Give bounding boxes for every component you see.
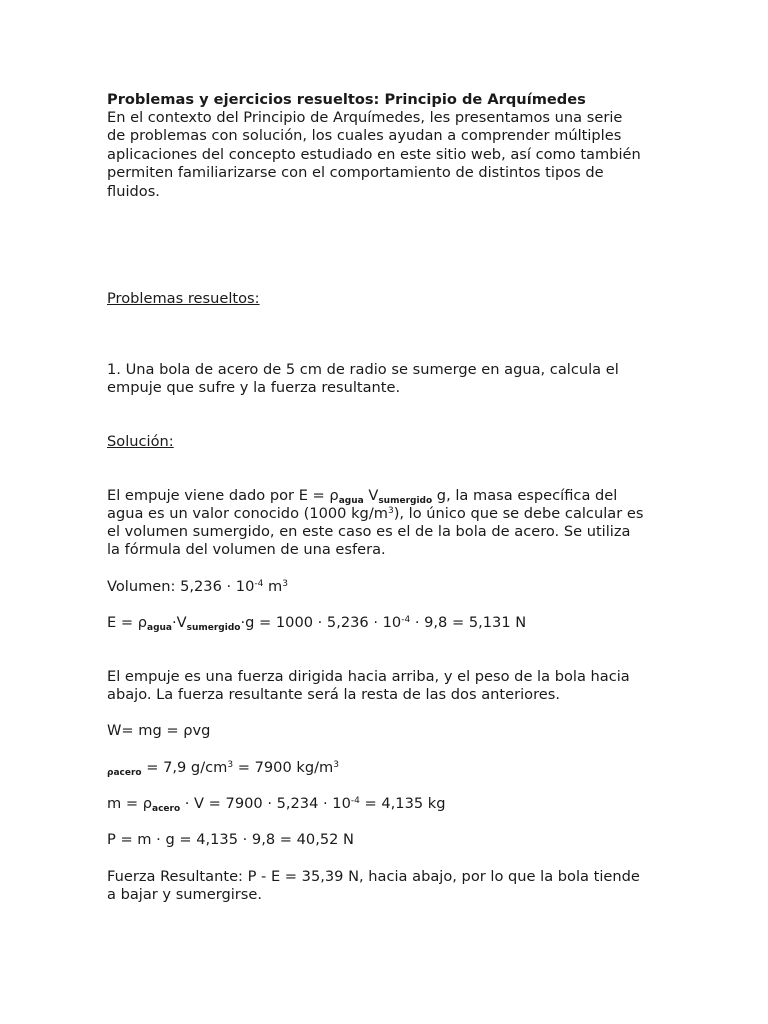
intro-line-4: permiten familiarizarse con el comportamiento de distintos tipos de	[107, 164, 604, 181]
resultant-line-1: Fuerza Resultante: P - E = 35,39 N, hacia abajo, por lo que la bola tiende	[107, 868, 640, 885]
intro-line-3: aplicaciones del concepto estudiado en este sitio web, así como también	[107, 146, 641, 163]
problem-1-line-1: 1. Una bola de acero de 5 cm de radio se sumerge en agua, calcula el	[107, 361, 619, 378]
para2-line-1: El empuje es una fuerza dirigida hacia arriba, y el peso de la bola hacia	[107, 668, 630, 685]
para1-line-2: agua es un valor conocido (1000 $kg/m^3$), lo único que se debe calcular es	[107, 505, 644, 522]
para1-line-3: el volumen sumergido, en este caso es el de la bola de acero. Se utiliza	[107, 523, 631, 540]
intro-line-5: fluidos.	[107, 183, 160, 200]
problem-1-line-2: empuje que sufre y la fuerza resultante.	[107, 379, 401, 396]
density-equation: $_{\rho acero}$ = 7,9 $g/cm^3 = 7900$ $kg/m^3$	[107, 759, 339, 778]
para1-line-4: la fórmula del volumen de una esfera.	[107, 541, 386, 558]
volume-equation: Volumen: $5,236 \cdot 10^{-4}$ $m^3$	[107, 578, 288, 595]
intro-line-1: En el contexto del Principio de Arquímedes, les presentamos una serie	[107, 109, 623, 126]
intro-line-2: de problemas con solución, los cuales ayudan a comprender múltiples	[107, 127, 622, 144]
para1-line-1: El empuje viene dado por $E = \rho_{agua}$ $V_{sumergido}$ g, la masa específica del	[107, 487, 618, 506]
resultant-line-2: a bajar y sumergirse.	[107, 886, 263, 903]
mass-equation: $m = \rho_{acero} \cdot V = 7900 \cdot 5,234 \cdot 10^{-4} = 4,135$ kg	[107, 795, 446, 814]
document-title: Problemas y ejercicios resueltos: Principio de Arquímedes	[107, 91, 586, 108]
solution-heading: Solución:	[107, 433, 174, 450]
buoyancy-equation: $E = \rho_{agua}\cdot V_{sumergido}\cdot g = 1000 \cdot 5,236 \cdot 10^{-4} \cdot 9,8 = 5,131$ N	[107, 614, 527, 633]
section-heading: Problemas resueltos:	[107, 290, 260, 307]
para2-line-2: abajo. La fuerza resultante será la resta de las dos anteriores.	[107, 686, 560, 703]
weight-value-equation: P = m · g = 4,135 · 9,8 = 40,52 N	[107, 831, 354, 848]
weight-equation: W= mg = ρvg	[107, 722, 211, 739]
